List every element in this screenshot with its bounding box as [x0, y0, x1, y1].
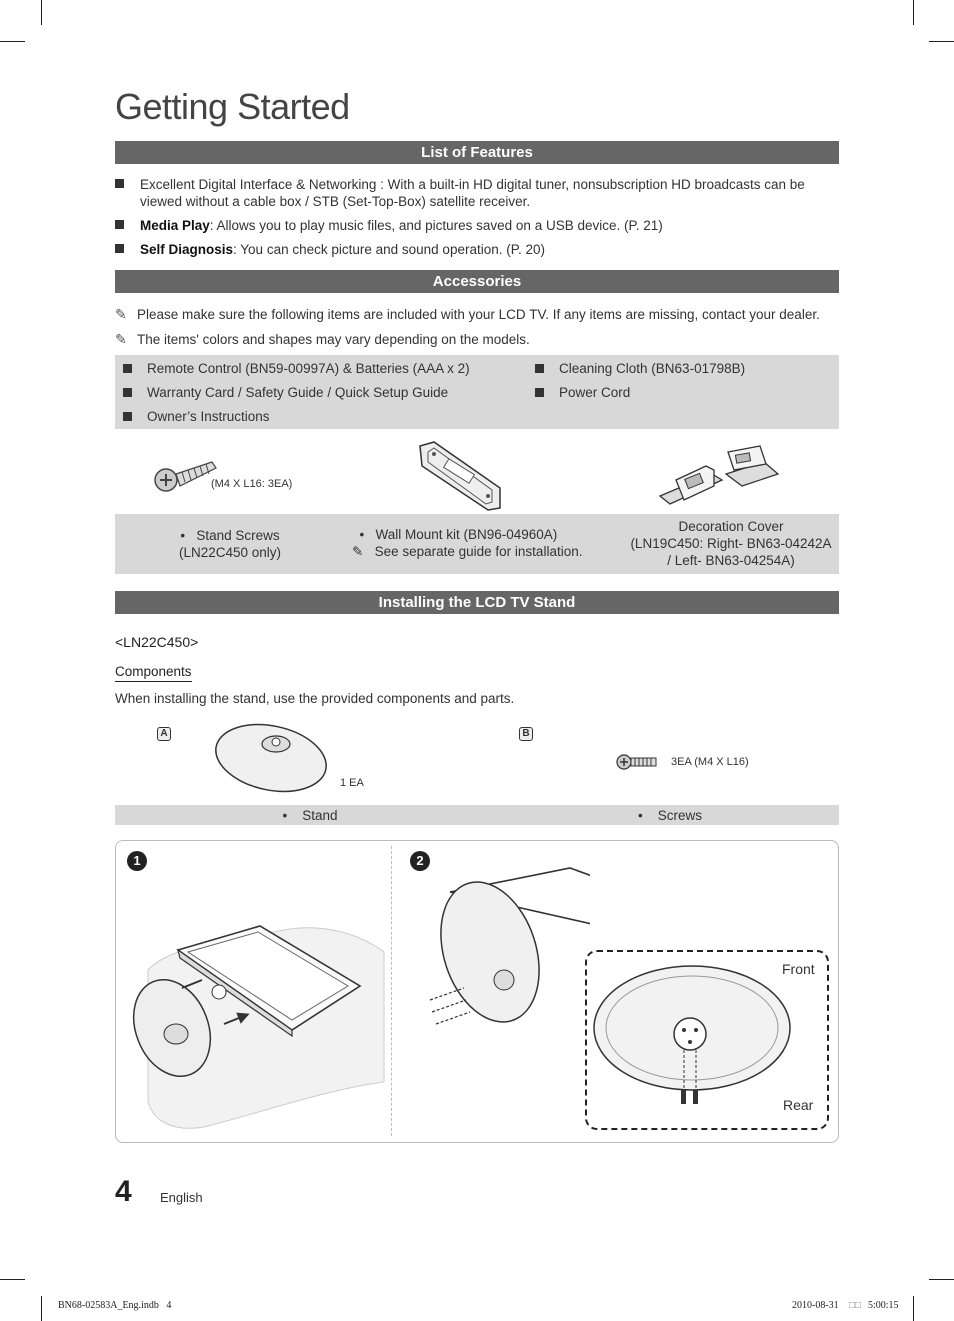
part-b-caption: • Screws [638, 808, 702, 823]
decoration-cover-illustration [656, 444, 782, 508]
feature-name: Media Play [140, 218, 210, 233]
file-name: BN68-02583A_Eng.indb 4 [58, 1300, 172, 1311]
dot-bullet-icon: • [638, 808, 658, 823]
list-item: Media Play: Allows you to play music files, and pictures saved on a USB device. (P. 21) [115, 217, 825, 234]
decoration-cover-caption: Decoration Cover (LN19C450: Right- BN63-04242A / Left- BN63-04254A) [630, 519, 832, 568]
screw-spec-label: (M4 X L16: 3EA) [211, 478, 293, 490]
dot-bullet-icon: • [352, 527, 376, 542]
page-number: 4 [115, 1175, 132, 1208]
print-glyphs: □□ [849, 1300, 862, 1311]
list-item: Cleaning Cloth (BN63-01798B) [535, 361, 745, 376]
square-bullet-icon [123, 388, 132, 397]
list-item: Power Cord [535, 385, 630, 400]
stand-base-illustration [212, 722, 330, 794]
dot-bullet-icon: • [282, 808, 303, 823]
crop-mark [929, 1279, 954, 1280]
part-a-caption: • Stand [282, 808, 338, 823]
part-a-qty: 1 EA [340, 777, 364, 789]
square-bullet-icon [123, 364, 132, 373]
step-2-number: 2 [410, 851, 430, 871]
screw-illustration [616, 752, 658, 772]
square-bullet-icon [115, 220, 124, 229]
page-title: Getting Started [115, 86, 350, 127]
language-label: English [160, 1190, 203, 1205]
print-date: 2010-08-31 [792, 1300, 839, 1311]
step-1-illustration [124, 912, 388, 1138]
part-a-badge: A [157, 727, 171, 741]
part-b-badge: B [519, 727, 533, 741]
step-2-tv-illustration [420, 862, 590, 1062]
section-header-accessories: Accessories [115, 270, 839, 293]
step-1-number: 1 [127, 851, 147, 871]
dot-bullet-icon: • [180, 528, 197, 543]
rear-label: Rear [783, 1097, 814, 1113]
stand-screws-caption: • Stand Screws (LN22C450 only) [178, 528, 282, 560]
step-divider [391, 846, 392, 1136]
crop-mark [929, 41, 954, 42]
note: ✎ Please make sure the following items are included with your LCD TV. If any items are missing, contact your dealer. [115, 306, 820, 322]
feature-name: Self Diagnosis [140, 242, 234, 257]
front-label: Front [782, 961, 815, 977]
list-item: Excellent Digital Interface & Networking : With a built-in HD digital tuner, nonsubscription HD broadcasts can be viewed without a cable box / STB (Set-Top-Box) satellite receiver. [115, 176, 825, 210]
crop-mark [41, 1296, 42, 1321]
crop-mark [913, 0, 914, 25]
pencil-note-icon: ✎ [352, 544, 375, 559]
print-time: 5:00:15 [868, 1300, 899, 1311]
square-bullet-icon [123, 412, 132, 421]
list-item: Warranty Card / Safety Guide / Quick Setup Guide [123, 385, 448, 400]
square-bullet-icon [535, 364, 544, 373]
square-bullet-icon [115, 179, 124, 188]
pencil-note-icon: ✎ [115, 331, 127, 347]
model-label: <LN22C450> [115, 634, 199, 650]
crop-mark [913, 1296, 914, 1321]
components-intro: When installing the stand, use the provided components and parts. [115, 691, 515, 706]
stand-screw-illustration [152, 452, 218, 498]
list-item: Self Diagnosis: You can check picture and sound operation. (P. 20) [115, 241, 825, 258]
section-header-features: List of Features [115, 141, 839, 164]
crop-mark [41, 0, 42, 25]
stand-underside-illustration [592, 962, 792, 1112]
square-bullet-icon [535, 388, 544, 397]
crop-mark [0, 1279, 25, 1280]
part-b-qty: 3EA (M4 X L16) [671, 756, 749, 768]
square-bullet-icon [115, 244, 124, 253]
components-heading: Components [115, 664, 192, 682]
note: ✎ The items' colors and shapes may vary depending on the models. [115, 331, 530, 347]
wall-mount-illustration [414, 440, 504, 512]
crop-mark [0, 41, 25, 42]
list-item: Remote Control (BN59-00997A) & Batteries (AAA x 2) [123, 361, 470, 376]
section-header-install: Installing the LCD TV Stand [115, 591, 839, 614]
pencil-note-icon: ✎ [115, 306, 127, 322]
list-item: Owner’s Instructions [123, 409, 270, 424]
wall-mount-caption: • Wall Mount kit (BN96-04960A) ✎ See separate guide for installation. [352, 527, 583, 559]
